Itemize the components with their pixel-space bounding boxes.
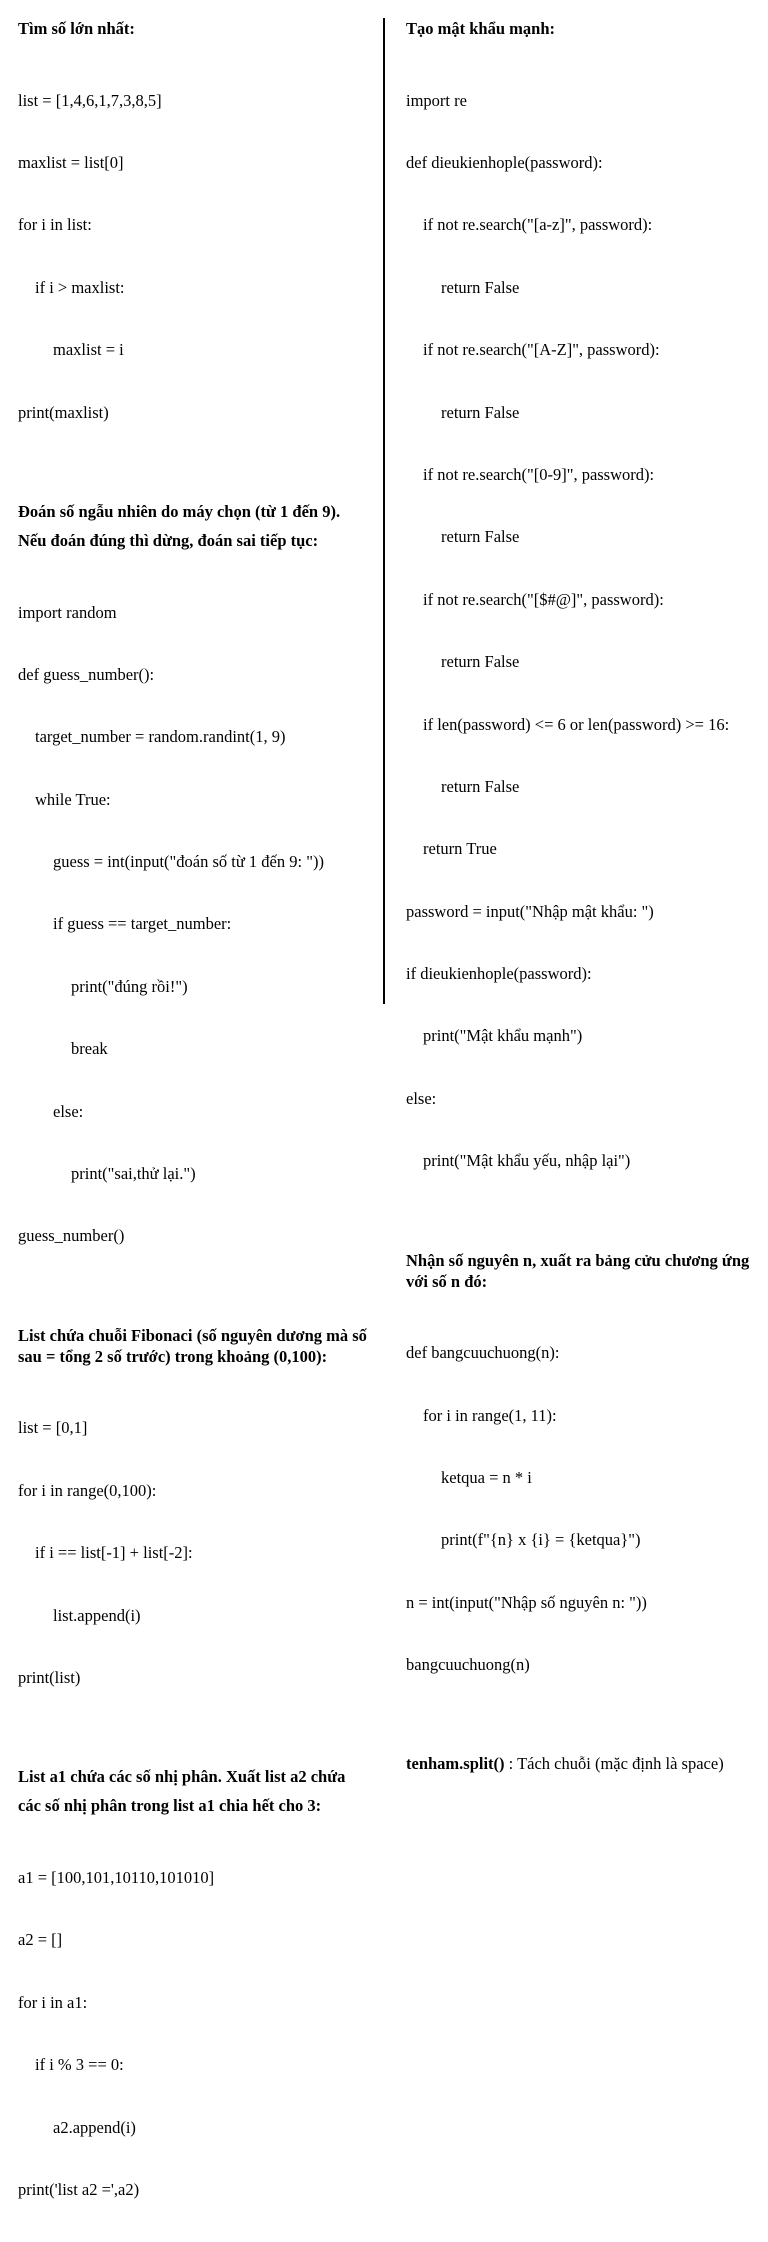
code-block-binary <box>18 1826 368 2242</box>
code-line: maxlist = list[0] <box>18 152 124 172</box>
split-note <box>406 1754 756 1774</box>
code-block-max <box>18 49 368 465</box>
section-title-binary-1: List a1 chứa các số nhị phân. Xuất list a2 chứa <box>18 1767 346 1787</box>
code-line: if not re.search("[0-9]", password): <box>423 464 655 484</box>
code-line: guess_number() <box>18 1226 125 1246</box>
code-line: list = [0,1] <box>18 1418 88 1438</box>
right-column <box>406 18 756 1774</box>
code-line: import random <box>18 602 117 622</box>
code-line: for i in range(0,100): <box>18 1480 157 1500</box>
code-line: if len(password) <= 6 or len(password) >= 16: <box>423 714 730 734</box>
code-line: def bangcuuchuong(n): <box>406 1343 560 1363</box>
code-line: if not re.search("[a-z]", password): <box>423 215 653 235</box>
code-line: print(list) <box>18 1667 81 1687</box>
code-line: return False <box>441 652 520 672</box>
code-line: password = input("Nhập mật khẩu: ") <box>406 901 654 921</box>
section-title-guess-2: Nếu đoán đúng thì dừng, đoán sai tiếp tục: <box>18 530 319 550</box>
code-line: def dieukienhople(password): <box>406 152 603 172</box>
code-line: print('list a2 =',a2) <box>18 2179 140 2199</box>
code-line: return False <box>441 402 520 422</box>
code-line: if not re.search("[A-Z]", password): <box>423 340 660 360</box>
section-title-multiplication: Nhận số nguyên n, xuất ra bảng cửu chương ứng với số n đó: <box>406 1250 750 1291</box>
code-line: def guess_number(): <box>18 664 155 684</box>
code-line: for i in list: <box>18 215 92 235</box>
code-block-password <box>406 49 756 1214</box>
code-line: print("Mật khẩu yếu, nhập lại") <box>423 1151 631 1171</box>
code-line: a2.append(i) <box>53 2117 136 2137</box>
code-line: print("sai,thử lại.") <box>71 1164 196 1184</box>
code-line: if i == list[-1] + list[-2]: <box>35 1543 193 1563</box>
code-line: ketqua = n * i <box>441 1468 532 1487</box>
section-title-fibonacci: List chứa chuỗi Fibonaci (số nguyên dương mà số sau = tổng 2 số trước) trong khoảng (0,100): <box>18 1325 367 1366</box>
code-line: a1 = [100,101,10110,101010] <box>18 1867 215 1887</box>
code-line: if i % 3 == 0: <box>35 2055 124 2075</box>
code-line: list.append(i) <box>53 1605 141 1625</box>
code-line: n = int(input("Nhập số nguyên n: ")) <box>406 1592 647 1612</box>
section-title-password: Tạo mật khẩu mạnh: <box>406 19 555 38</box>
code-line: import re <box>406 90 467 110</box>
code-line: while True: <box>35 789 111 809</box>
code-line: list = [1,4,6,1,7,3,8,5] <box>18 90 162 110</box>
code-line: target_number = random.randint(1, 9) <box>35 727 286 747</box>
code-line: break <box>71 1039 108 1059</box>
code-line: bangcuuchuong(n) <box>406 1655 530 1675</box>
column-divider <box>383 18 385 1004</box>
code-line: for i in range(1, 11): <box>423 1405 557 1425</box>
code-line: print(f"{n} x {i} = {ketqua}") <box>441 1530 641 1550</box>
code-line: maxlist = i <box>53 340 124 360</box>
split-note-text: : Tách chuỗi (mặc định là space) <box>504 1753 724 1773</box>
section-title-max: Tìm số lớn nhất: <box>18 19 135 38</box>
left-column <box>18 18 368 2242</box>
code-line: print(maxlist) <box>18 402 109 422</box>
code-line: if not re.search("[$#@]", password): <box>423 589 664 609</box>
code-line: for i in a1: <box>18 1992 88 2012</box>
split-note-function: tenham.split() <box>406 1753 505 1773</box>
code-line: else: <box>406 1088 437 1108</box>
code-line: return False <box>441 277 520 297</box>
section-title-binary-2: các số nhị phân trong list a1 chia hết cho 3: <box>18 1796 322 1816</box>
code-block-fibonacci <box>18 1377 368 1731</box>
code-line: return False <box>441 527 520 547</box>
code-line: if dieukienhople(password): <box>406 964 592 984</box>
code-line: print("đúng rồi!") <box>71 976 188 996</box>
code-block-guess <box>18 561 368 1289</box>
code-line: print("Mật khẩu mạnh") <box>423 1026 583 1046</box>
code-line: if i > maxlist: <box>35 277 125 297</box>
code-block-multiplication <box>406 1302 756 1718</box>
code-line: else: <box>53 1101 84 1121</box>
code-line: return True <box>423 839 497 859</box>
code-line: if guess == target_number: <box>53 914 232 934</box>
code-line: return False <box>441 776 520 796</box>
section-title-guess-1: Đoán số ngẫu nhiên do máy chọn (từ 1 đến 9). <box>18 501 341 521</box>
code-line: a2 = [] <box>18 1930 63 1950</box>
code-line: guess = int(input("đoán số từ 1 đến 9: ")) <box>53 852 324 872</box>
